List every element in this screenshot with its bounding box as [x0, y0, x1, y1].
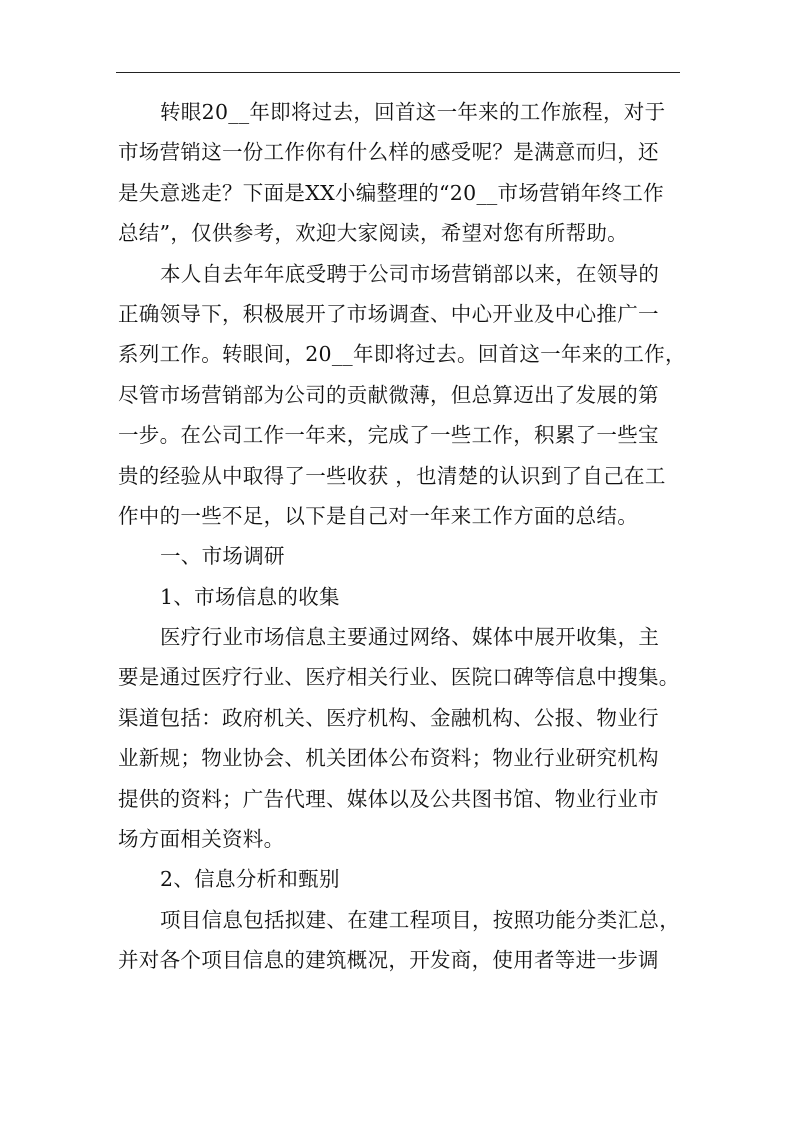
paragraph-intro-line: 市场营销这一份工作你有什么样的感受呢？是满意而归，还: [118, 140, 659, 165]
paragraph-market-info-line: 医疗行业市场信息主要通过网络、媒体中展开收集，主: [160, 625, 660, 650]
paragraph-body-line: 系列工作。转眼间，20__年即将过去。回首这一年来的工作，: [118, 342, 686, 367]
paragraph-body-line: 本人自去年年底受聘于公司市场营销部以来，在领导的: [160, 261, 660, 286]
paragraph-market-info-line: 渠道包括：政府机关、医疗机构、金融机构、公报、物业行: [118, 705, 659, 730]
paragraph-market-info-line: 场方面相关资料。: [118, 827, 285, 852]
subsection-heading: 1、市场信息的收集: [160, 584, 340, 609]
paragraph-project-info-line: 项目信息包括拟建、在建工程项目，按照功能分类汇总，: [160, 907, 680, 932]
section-heading: 一、市场调研: [160, 544, 285, 569]
paragraph-market-info-line: 提供的资料；广告代理、媒体以及公共图书馆、物业行业市: [118, 786, 659, 811]
paragraph-body-line: 贵的经验从中取得了一些收获 ，也清楚的认识到了自己在工: [118, 463, 666, 488]
paragraph-market-info-line: 要是通过医疗行业、医疗相关行业、医院口碑等信息中搜集。: [118, 665, 680, 690]
document-body: [118, 92, 686, 981]
paragraph-body-line: 作中的一些不足，以下是自己对一年来工作方面的总结。: [118, 503, 638, 528]
paragraph-project-info-line: 并对各个项目信息的建筑概况，开发商，使用者等进一步调: [118, 948, 659, 973]
paragraph-intro-line: 是失意逃走？下面是XX小编整理的“20__市场营销年终工作: [118, 180, 664, 205]
paragraph-body-line: 正确领导下，积极展开了市场调查、中心开业及中心推广一: [118, 301, 659, 326]
paragraph-market-info-line: 业新规；物业协会、机关团体公布资料；物业行业研究机构: [118, 746, 659, 771]
subsection-heading: 2、信息分析和甄别: [160, 867, 340, 892]
paragraph-intro-line: 总结”，仅供参考，欢迎大家阅读，希望对您有所帮助。: [118, 221, 628, 246]
paragraph-intro-line: 转眼20__年即将过去，回首这一年来的工作旅程，对于: [160, 100, 666, 124]
header-divider: [116, 72, 680, 73]
paragraph-body-line: 一步。在公司工作一年来，完成了一些工作，积累了一些宝: [118, 423, 659, 448]
paragraph-body-line: 尽管市场营销部为公司的贡献微薄，但总算迈出了发展的第: [118, 382, 659, 407]
